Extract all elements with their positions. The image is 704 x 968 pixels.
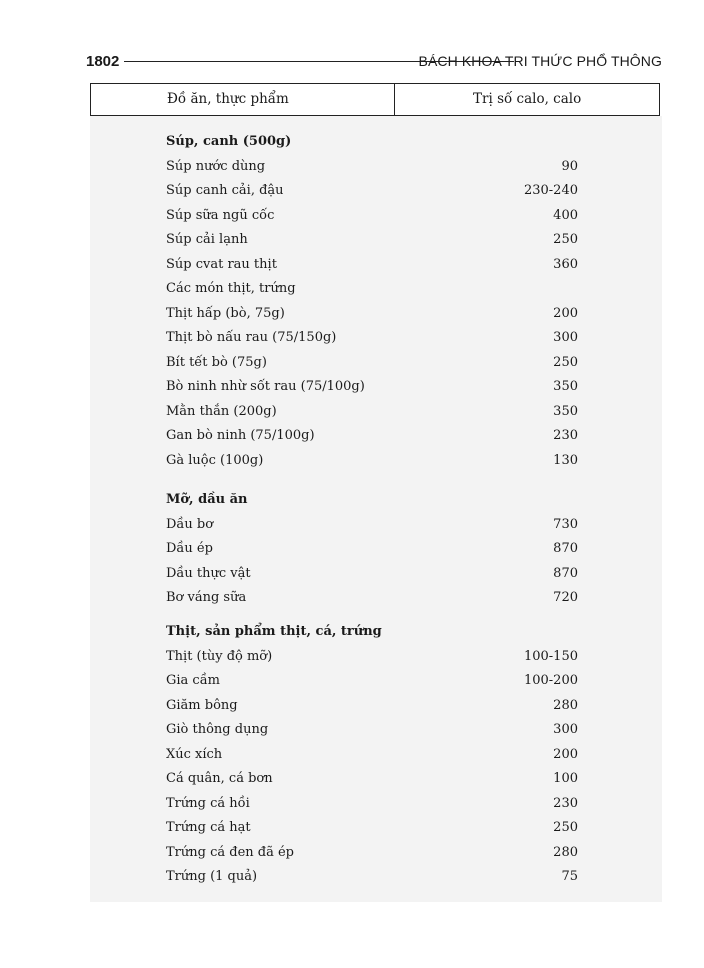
- calorie-value: 230: [553, 795, 578, 811]
- food-name: Thịt hấp (bò, 75g): [166, 305, 285, 321]
- calorie-value: 350: [553, 403, 578, 419]
- table-row: [90, 513, 662, 538]
- food-name: Trứng cá đen đã ép: [166, 844, 294, 860]
- table-row: [90, 424, 662, 449]
- column-header-food: Đồ ăn, thực phẩm: [91, 84, 395, 115]
- table-row: [90, 449, 662, 474]
- table-row: [90, 326, 662, 351]
- food-name: Súp cvat rau thịt: [166, 256, 277, 272]
- calorie-value: 90: [561, 158, 578, 174]
- table-row: [90, 743, 662, 768]
- table-row: [90, 792, 662, 817]
- column-header-calories: Trị số calo, calo: [473, 91, 582, 107]
- table-row: [90, 694, 662, 719]
- table-row: [90, 767, 662, 792]
- food-name: Bít tết bò (75g): [166, 354, 267, 370]
- table-header: [90, 83, 660, 116]
- section-meat: [90, 620, 662, 890]
- food-name: Giăm bông: [166, 697, 238, 713]
- food-name: Trứng cá hạt: [166, 820, 251, 835]
- calorie-value: 200: [553, 746, 578, 762]
- food-name: Trứng (1 quả): [166, 869, 258, 884]
- food-name: Bò ninh nhừ sốt rau (75/100g): [166, 379, 365, 394]
- table-row: [90, 645, 662, 670]
- calorie-value: 870: [553, 541, 578, 556]
- calorie-value: 100-200: [523, 673, 578, 688]
- food-name: Thịt bò nấu rau (75/150g): [166, 330, 337, 345]
- page-number: 1802: [86, 53, 120, 70]
- section-soup: [90, 130, 662, 473]
- food-name: Dầu thực vật: [166, 565, 251, 581]
- calorie-value: 720: [553, 590, 578, 605]
- food-name: Gà luộc (100g): [166, 452, 264, 468]
- running-title: BÁCH KHOA TRI THỨC PHỔ THÔNG: [418, 53, 662, 69]
- food-name: Gan bò ninh (75/100g): [166, 428, 315, 443]
- calorie-value: 280: [553, 697, 578, 713]
- table-row: [90, 228, 662, 253]
- page-header: [86, 50, 662, 74]
- food-name: Mằn thắn (200g): [166, 403, 277, 419]
- calorie-value: 250: [553, 820, 578, 835]
- subsection-heading-row: [90, 277, 662, 302]
- food-name: Dầu ép: [166, 541, 213, 556]
- table-row: [90, 351, 662, 376]
- calorie-value: 360: [553, 256, 578, 272]
- food-name: Thịt (tùy độ mỡ): [166, 648, 273, 664]
- table-row: [90, 586, 662, 611]
- food-name: Súp sữa ngũ cốc: [166, 207, 275, 223]
- table-body: [90, 116, 662, 902]
- calorie-value: 870: [553, 565, 578, 581]
- table-row: [90, 669, 662, 694]
- section-fats: [90, 488, 662, 611]
- table-row: [90, 865, 662, 890]
- table-row: [90, 253, 662, 278]
- food-name: Súp cải lạnh: [166, 232, 248, 247]
- table-row: [90, 718, 662, 743]
- table-row: [90, 562, 662, 587]
- calorie-value: 730: [553, 516, 578, 532]
- calorie-value: 300: [553, 722, 578, 737]
- food-name: Súp canh cải, đậu: [166, 183, 284, 198]
- food-name: Giò thông dụng: [166, 722, 269, 737]
- table-row: [90, 179, 662, 204]
- section-title: Thịt, sản phẩm thịt, cá, trứng: [166, 624, 382, 639]
- table-row: [90, 816, 662, 841]
- calorie-value: 250: [553, 232, 578, 247]
- calorie-value: 200: [553, 305, 578, 321]
- table-row: [90, 841, 662, 866]
- food-name: Trứng cá hồi: [166, 795, 250, 811]
- calorie-value: 280: [553, 844, 578, 860]
- table-row: [90, 537, 662, 562]
- table-row: [90, 302, 662, 327]
- table-row: [90, 155, 662, 180]
- calorie-value: 250: [553, 354, 578, 370]
- food-name: Các món thịt, trứng: [166, 281, 296, 296]
- calorie-value: 230: [553, 428, 578, 443]
- food-name: Súp nước dùng: [166, 158, 266, 174]
- section-title: Súp, canh (500g): [166, 134, 292, 149]
- calorie-value: 75: [561, 869, 578, 884]
- food-name: Bơ váng sữa: [166, 590, 247, 605]
- calorie-value: 230-240: [523, 183, 578, 198]
- food-name: Gia cầm: [166, 673, 220, 688]
- section-title: Mỡ, dầu ăn: [166, 492, 248, 507]
- calorie-value: 100: [553, 771, 578, 786]
- calorie-value: 400: [553, 207, 578, 223]
- calorie-value: 300: [553, 330, 578, 345]
- food-name: Cá quân, cá bơn: [166, 771, 273, 786]
- food-name: Dầu bơ: [166, 516, 214, 532]
- table-row: [90, 204, 662, 229]
- calorie-value: 350: [553, 379, 578, 394]
- calorie-value: 100-150: [523, 648, 578, 664]
- calorie-value: 130: [553, 452, 578, 468]
- food-name: Xúc xích: [166, 746, 223, 762]
- table-row: [90, 400, 662, 425]
- calorie-value: [390, 277, 578, 302]
- table-row: [90, 375, 662, 400]
